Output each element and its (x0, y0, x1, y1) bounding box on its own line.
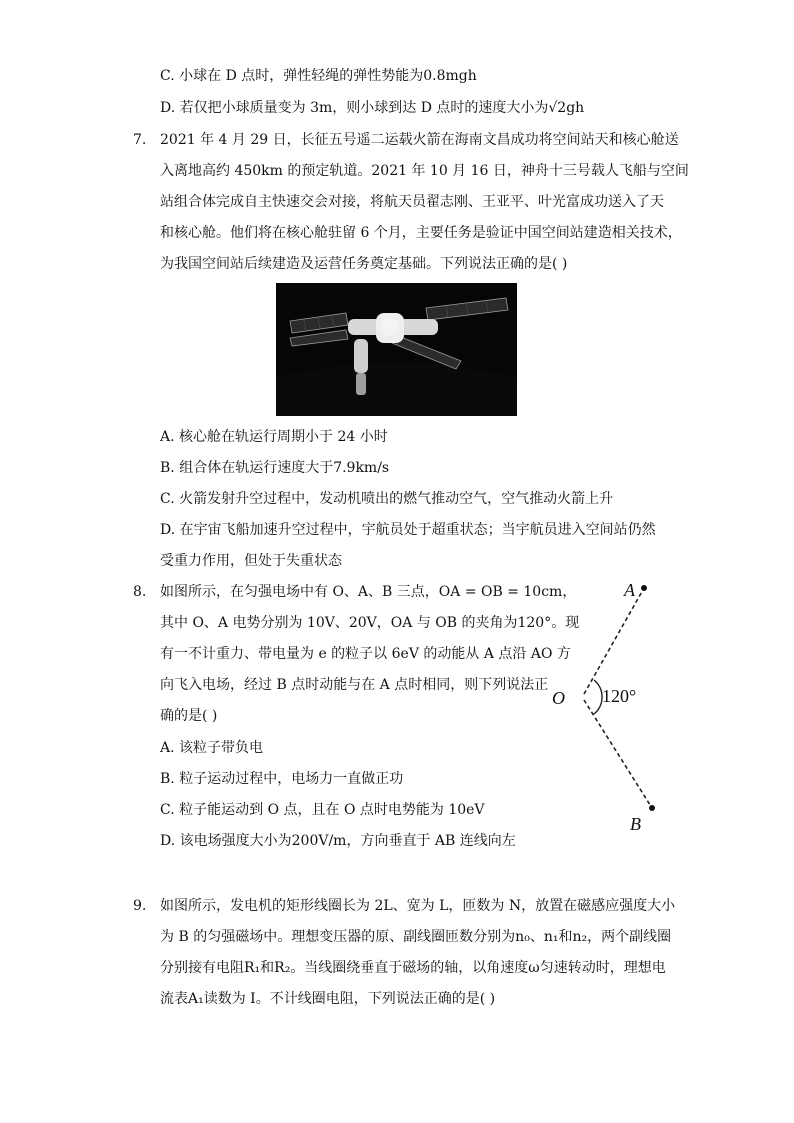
angle-arc (594, 680, 602, 714)
q8-stem-line: 如图所示，在匀强电场中有 O、A、B 三点，OA = OB = 10cm， (160, 584, 577, 600)
q7-stem-line: 站组合体完成自主快速交会对接，将航天员翟志刚、王亚平、叶光富成功送入了天 (160, 194, 664, 210)
line-oa (584, 588, 644, 694)
q7-option-d: D. 在宇宙飞船加速升空过程中，宇航员处于超重状态；当宇航员进入空间站仍然 (160, 522, 656, 538)
q9-number: 9. (133, 898, 147, 914)
q7-option-a: A. 核心舱在轨运行周期小于 24 小时 (160, 429, 388, 445)
q8-option-d: D. 该电场强度大小为200V/m，方向垂直于 AB 连线向左 (160, 833, 516, 849)
q7-stem-line: 2021 年 4 月 29 日，长征五号遥二运载火箭在海南文昌成功将空间站天和核心舱送 (160, 132, 679, 148)
q8-stem-line: 有一不计重力、带电量为 e 的粒子以 6eV 的动能从 A 点沿 AO 方 (160, 646, 571, 662)
line-ob (584, 700, 652, 808)
q8-number: 8. (133, 584, 147, 600)
q8-stem-line: 确的是( ) (160, 708, 218, 724)
point-b (649, 805, 655, 811)
q8-stem-line: 其中 O、A 电势分别为 10V、20V，OA 与 OB 的夹角为120°。现 (160, 615, 580, 631)
q7-stem-line: 和核心舱。他们将在核心舱驻留 6 个月，主要任务是验证中国空间站建造相关技术， (160, 225, 682, 241)
angle-label: 120° (602, 686, 637, 706)
q9-stem-line: 如图所示，发电机的矩形线圈长为 2L、宽为 L，匝数为 N，放置在磁感应强度大小 (160, 898, 676, 914)
q7-number: 7. (133, 132, 147, 148)
label-a: A (624, 580, 635, 600)
q7-option-d-continued: 受重力作用，但处于失重状态 (160, 553, 342, 569)
q7-option-c: C. 火箭发射升空过程中，发动机喷出的燃气推动空气，空气推动火箭上升 (160, 491, 614, 507)
point-a (641, 585, 647, 591)
q7-option-b: B. 组合体在轨运行速度大于7.9km/s (160, 460, 390, 476)
q6-option-d: D. 若仅把小球质量变为 3m，则小球到达 D 点时的速度大小为√2gh (160, 100, 585, 116)
q8-option-c: C. 粒子能运动到 O 点，且在 O 点时电势能为 10eV (160, 802, 485, 818)
label-b: B (630, 814, 641, 834)
q9-stem-line: 分别接有电阻R₁和R₂。当线圈绕垂直于磁场的轴，以角速度ω匀速转动时，理想电 (160, 960, 666, 976)
q9-stem-line: 流表A₁读数为 I。不计线圈电阻，下列说法正确的是( ) (160, 991, 496, 1007)
space-station-photo (276, 283, 517, 416)
q8-stem-line: 向飞入电场，经过 B 点时动能与在 A 点时相同，则下列说法正 (160, 677, 549, 693)
q7-stem-line: 入离地高约 450km 的预定轨道。2021 年 10 月 16 日，神舟十三号载人飞船与空间 (160, 163, 689, 179)
q8-option-b: B. 粒子运动过程中，电场力一直做正功 (160, 771, 404, 787)
q9-stem-line: 为 B 的匀强磁场中。理想变压器的原、副线圈匝数分别为n₀、n₁和n₂，两个副线圈 (160, 929, 672, 945)
q8-option-a: A. 该粒子带负电 (160, 740, 264, 756)
q6-option-c: C. 小球在 D 点时，弹性轻绳的弹性势能为0.8mgh (160, 68, 477, 84)
label-o: O (552, 688, 565, 708)
field-diagram (548, 576, 668, 836)
q7-stem-line: 为我国空间站后续建造及运营任务奠定基础。下列说法正确的是( ) (160, 256, 568, 272)
